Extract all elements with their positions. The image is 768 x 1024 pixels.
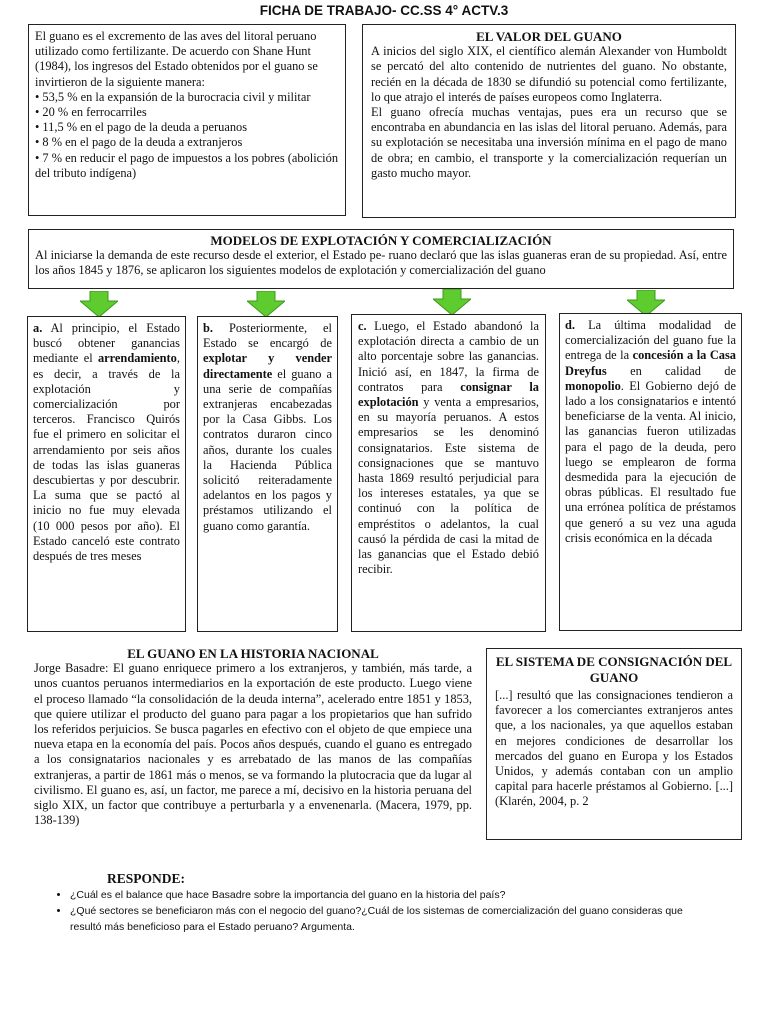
investment-item: • 7 % en reducir el pago de impuestos a los pobres (abolición del tributo indígena): [35, 150, 339, 180]
model-c-text: [358, 319, 539, 577]
arrow-down-icon: [80, 291, 118, 317]
modelos-box: [28, 229, 734, 289]
model-d-letter: d.: [565, 318, 575, 332]
model-b-text-1: Posteriormente, el Estado se encargó de: [203, 321, 332, 351]
model-b-box: [197, 316, 338, 632]
sistema-consignacion-box: [486, 648, 742, 840]
modelos-text: Al iniciarse la demanda de este recurso desde el exterior, el Estado pe- ruano declaró que las islas guaneras eran de su propiedad. Así, entre los años 1845 y 1876, se aplicaron los siguientes modelos de explotación y comercialización del guano: [35, 248, 727, 278]
model-a-letter: a.: [33, 321, 43, 335]
model-a-text-1: Al principio, el Estado buscó obtener ganancias mediante el: [33, 321, 180, 366]
model-c-bold-1: consignar la explotación: [358, 379, 539, 410]
investment-item: • 53,5 % en la expansión de la burocracia civil y militar: [35, 89, 311, 104]
modelos-title: MODELOS DE EXPLOTACIÓN Y COMERCIALIZACIÓN: [210, 233, 552, 248]
model-c-text-1: Luego, el Estado abandonó la explotación directa a cambio de un alto porcentaje sobre las ganancias. Inició así, en 1847, la firma de contratos para: [358, 319, 539, 394]
model-a-text: [33, 321, 180, 564]
model-d-text-2: en calidad de: [606, 363, 736, 378]
model-c-box: [351, 314, 546, 632]
model-d-text-3: . El Gobierno dejó de lado a los consignatarios e intentó beneficiarse de la venta. Al inicio, las ganancias fueron utilizadas para el pago de la deuda, pero luego se emplearon de forma desmedida para la ejecución de obras públicas. El resultado fue una errónea política de préstamos que generó a su vez una aguda crisis económica en la década: [565, 378, 736, 545]
model-d-bold-1: concesión a la Casa Dreyfus: [565, 348, 736, 378]
questions-list: [50, 887, 710, 935]
historia-text: Jorge Basadre: El guano enriquece primero a los extranjeros, y también, más tarde, a unos cuantos peruanos intermediarios en la exportación de este producto. Luego viene el proceso llamado “la consolidación de la deuda interna”, acelerado entre 1851 y 1853, que quiere utilizar el producto del guano para pagar a los propietarios que han sufrido los referidos perjuicios. Se busca pagarles en efectivo con el objeto de que empiece una nueva etapa en la economía del país. Pocos años después, cuando el guano es entregado a los consignatarios nacionales y es arrebatado de las manos de las compañías extranjeras, a partir de 1861 más o menos, se va formando la plutocracia que da lugar al civilismo. El guano es, así, un factor, me parece a mí, decisivo en la historia peruana del siglo XIX, un factor que contribuye a perturbarla y a envenenarla. (Macera, 1979, pp. 138-139): [34, 661, 472, 828]
question-item: • ¿Qué sectores se beneficiaron más con el negocio del guano?¿Cuál de los sistemas de comercialización del guano consideras que resultó más beneficioso para el Estado peruano? Argumenta.: [70, 903, 710, 935]
investment-item: • 8 % en el pago de la deuda a extranjeros: [35, 135, 243, 150]
model-a-text-2: , es decir, a través de la explotación y comercialización por terceros. Francisco Quirós fue el primero en solicitar el arrendamiento por seis años de todas las islas guaneras descubiertas y por descubrir. La suma que se pactó al inicio no fue muy elevada (10 000 pesos por año). El Estado canceló este contrato después de tres meses: [33, 351, 180, 564]
model-b-text-2: el guano a una serie de compañías extranjeras encabezadas por la Casa Gibbs. Los contratos duraron cinco años, durante los cuales la Hacienda Pública solicitó reiteradamente adelantos en los pagos y préstamos utilizando el guano como garantía.: [203, 366, 332, 533]
arrow-down-icon: [247, 291, 285, 317]
valor-del-guano-box: [362, 24, 736, 218]
sistema-title: EL SISTEMA DE CONSIGNACIÓN DEL GUANO: [495, 654, 733, 685]
investment-item: • 11,5 % en el pago de la deuda a peruanos: [35, 120, 248, 135]
model-d-box: [559, 313, 742, 631]
sistema-text: [...] resultó que las consignaciones tendieron a favorecer a los comerciantes extranjeros antes que, a los nacionales, ya que aquellos estaban en mejores condiciones de desarrollar los mercados del guano en Europa y los Estados Unidos, y además contaban con un amplio capital para hacerle préstamos al Gobierno. [...] (Klarén, 2004, p. 2: [495, 688, 733, 809]
model-b-letter: b.: [203, 321, 213, 335]
model-b-bold-1: explotar y vender directamente: [203, 351, 332, 381]
historia-title: EL GUANO EN LA HISTORIA NACIONAL: [127, 646, 379, 661]
model-d-bold-2: monopolio: [565, 378, 621, 393]
model-d-text-1: La última modalidad de comercialización del guano fue la entrega de la: [565, 318, 736, 363]
model-b-text: [203, 321, 332, 534]
model-c-letter: c.: [358, 319, 367, 333]
model-a-box: [27, 316, 186, 632]
valor-paragraph-1: A inicios del siglo XIX, el científico alemán Alexander von Humboldt se percató del alto contenido de nutrientes del guano. No obstante, recién en la década de 1830 se difundió su potencial como fertilizante, lo que atrajo el interés de países europeos como Inglaterra.: [371, 44, 727, 104]
investment-item: • 20 % en ferrocarriles: [35, 105, 147, 120]
investment-list: [35, 90, 339, 181]
model-d-text: [565, 318, 736, 546]
valor-paragraph-2: El guano ofrecía muchas ventajas, pues era un recurso que se encontraba en abundancia en las islas del litoral peruano. Además, para su explotación se necesitaba una inversión mínima en el pago de mano de obra; en cambio, el transporte y la comercialización requerían un gasto mucho mayor.: [371, 105, 727, 180]
intro-box: [28, 24, 346, 216]
historia-nacional-box: [28, 644, 478, 854]
intro-text: El guano es el excremento de las aves del litoral peruano utilizado como fertilizante. De acuerdo con Shane Hunt (1984), los ingresos del Estado obtenidos por el guano se invirtieron de la siguiente manera:: [35, 29, 318, 89]
question-item: • ¿Cuál es el balance que hace Basadre sobre la importancia del guano en la historia del país?: [70, 887, 710, 903]
valor-title: EL VALOR DEL GUANO: [476, 29, 622, 44]
arrow-down-icon: [433, 289, 471, 315]
page-title: FICHA DE TRABAJO- CC.SS 4° ACTV.3: [259, 3, 509, 18]
model-c-text-2: y venta a empresarios, en su mayoría peruanos. A estos empresarios se les denominó consignatarios. Este sistema de consignaciones que se mantuvo hasta 1869 resultó perjudicial para los intereses estatales, ya que se continuó con la política de empréstitos o adelantos, la cual causó la pérdida de casi la mitad de las ganancias que el Estado debió recibir.: [358, 395, 539, 577]
responde-title: RESPONDE:: [107, 871, 186, 886]
model-a-bold-1: arrendamiento: [97, 351, 177, 366]
